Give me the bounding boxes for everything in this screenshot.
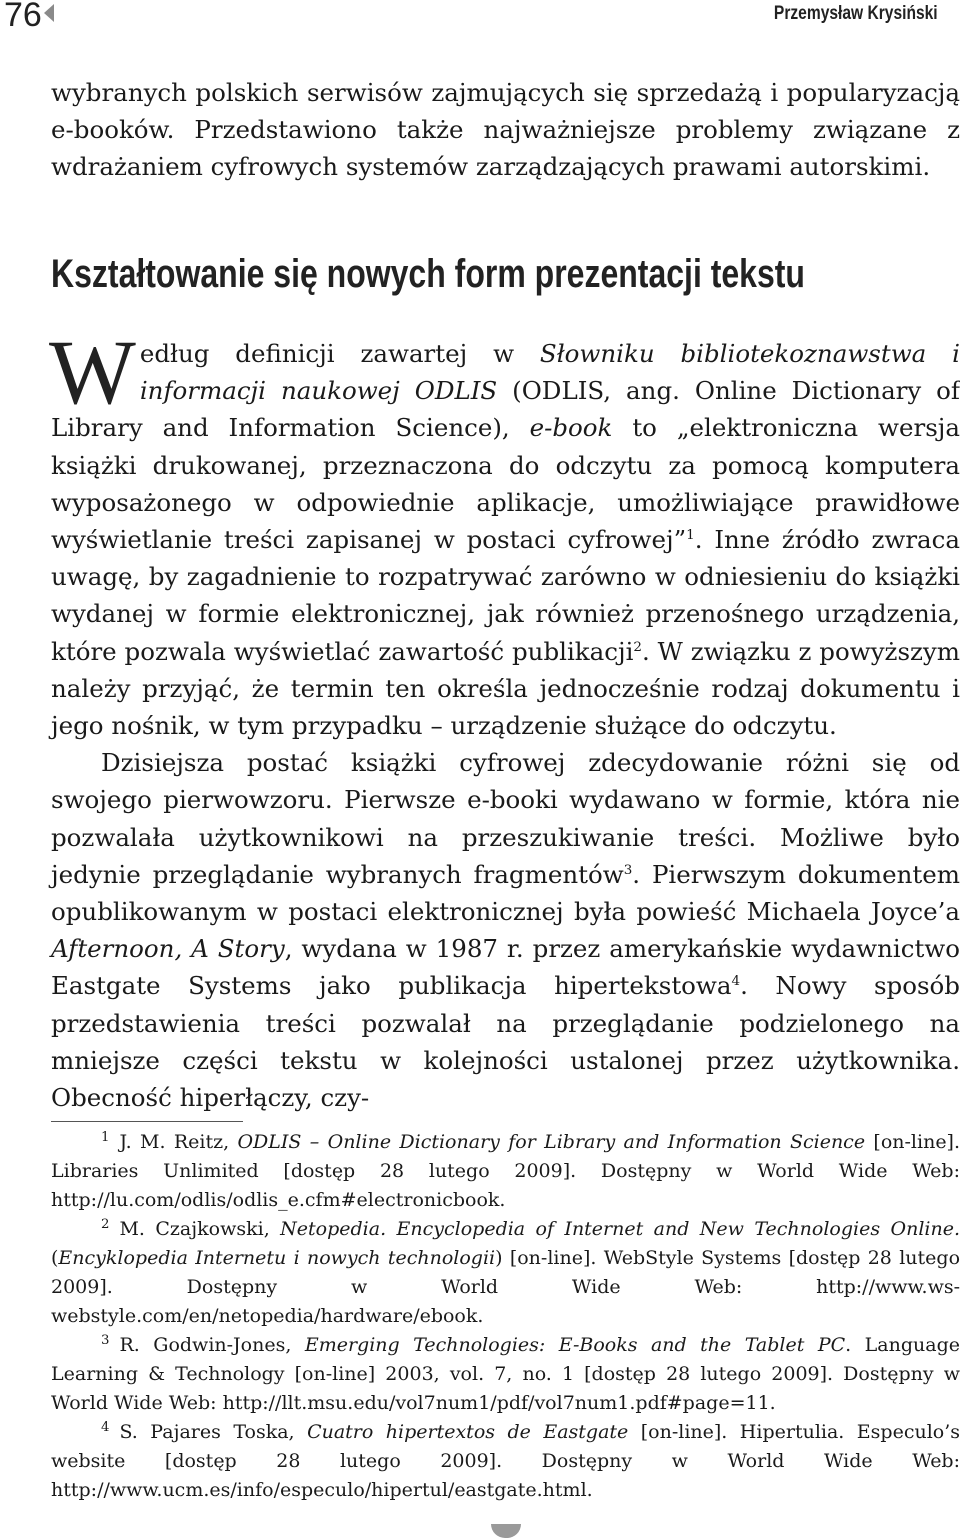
text-span: . Pierwszym dokumentem opublikowanym w postaci elektronicznej była powieść Michaela Joyce’a bbox=[51, 859, 960, 927]
italic-title: Encyklopedia Internetu i nowych technologii bbox=[58, 1247, 496, 1269]
footnote-ref-3[interactable]: 3 bbox=[623, 861, 633, 878]
text-span: edług definicji zawartej w bbox=[139, 339, 540, 368]
italic-title: ODLIS – Online Dictionary for Library and Information Science bbox=[237, 1131, 866, 1153]
text-span: (ODLIS, ang. Online Dictionary of Library and Information Science), bbox=[51, 376, 960, 443]
paragraph-history bbox=[51, 744, 960, 1116]
footnote-number: 3 bbox=[101, 1332, 110, 1348]
footnote-1 bbox=[51, 1128, 960, 1215]
page-bottom-marker-icon bbox=[491, 1524, 521, 1538]
drop-cap: W bbox=[49, 321, 136, 423]
footnote-ref-4[interactable]: 4 bbox=[731, 973, 741, 990]
text-span: . Nowy sposób przedstawienia treści pozwalał na przeglądanie podzielonego na mniejsze części tekstu w kolejności ustalonej przez użytkownika. Obecność hiperłączy, czy- bbox=[51, 971, 960, 1113]
text-span: J. M. Reitz, bbox=[119, 1131, 238, 1153]
footnote-3 bbox=[51, 1331, 960, 1418]
text-span: M. Czajkowski, bbox=[119, 1218, 281, 1240]
text-span: R. Godwin-Jones, bbox=[119, 1334, 305, 1356]
footnote-4 bbox=[51, 1418, 960, 1505]
page-number: 76 bbox=[4, 0, 42, 34]
footnote-ref-2[interactable]: 2 bbox=[633, 638, 642, 655]
paragraph-definition bbox=[49, 321, 960, 744]
footnotes bbox=[51, 1128, 960, 1505]
text-span: . Language Learning & Technology [on-line] 2003, vol. 7, no. 1 [dostęp 28 lutego 2009]. Dostępny w World Wide Web: http://llt.msu.edu/vol7num1/pdf/vol7num1.pdf#page=11. bbox=[51, 1334, 960, 1414]
text-span: . Inne źródło zwraca uwagę, by zagadnienie to rozpatrywać zarówno w odniesieniu do książki wydanej w formie elektronicznej, jak również przenośnego urządzenia, które pozwala wyświetlać zawartość publikacji bbox=[51, 525, 960, 666]
main-text bbox=[49, 321, 960, 1116]
text-span: S. Pajares Toska, bbox=[119, 1421, 308, 1443]
italic-title: Słowniku bibliotekoznawstwa i informacji naukowej ODLIS bbox=[139, 339, 960, 406]
running-head-author: Przemysław Krysiński bbox=[774, 3, 938, 24]
text-span: ) [on-line]. WebStyle Systems [dostęp 28 lutego 2009]. Dostępny w World Wide Web: http://www.ws-webstyle.com/en/netopedia/hardware/ebook. bbox=[51, 1247, 960, 1327]
footnote-number: 1 bbox=[101, 1129, 110, 1145]
text-span: Dzisiejsza postać książki cyfrowej zdecydowanie różni się od swojego pierwowzoru. Pierwsze e-booki wydawano w formie, która nie pozwalała użytkownikowi na przeszukiwanie treści. Możliwe było jedynie przeglądanie wybranych fragmentów bbox=[51, 748, 960, 889]
footnote-ref-1[interactable]: 1 bbox=[686, 526, 695, 543]
italic-title: Netopedia. Encyclopedia of Internet and New Technologies Online. bbox=[280, 1218, 960, 1240]
page-marker-triangle-icon bbox=[44, 4, 54, 22]
text-span: ( bbox=[51, 1247, 59, 1269]
footnote-divider bbox=[51, 1121, 243, 1122]
text-span: . W związku z powyższym należy przyjąć, że termin ten określa jednocześnie rodzaj dokumentu i jego nośnik, w tym przypadku – urządzenie służące do odczytu. bbox=[51, 636, 960, 741]
italic-term: e-book bbox=[529, 413, 613, 443]
text-span: [on-line]. Hipertulia. Especulo’s website [dostęp 28 lutego 2009]. Dostępny w World Wide Web: http://www.ucm.es/info/especulo/hipertul/eastgate.html. bbox=[51, 1421, 960, 1501]
footnote-number: 2 bbox=[101, 1216, 110, 1232]
italic-title: Afternoon, A Story bbox=[51, 934, 285, 964]
text-span: [on-line]. Libraries Unlimited [dostęp 28 lutego 2009]. Dostępny w World Wide Web: http://lu.com/odlis/odlis_e.cfm#electronicbook. bbox=[51, 1131, 960, 1211]
section-heading: Kształtowanie się nowych form prezentacji tekstu bbox=[51, 252, 805, 296]
italic-title: Cuatro hipertextos de Eastgate bbox=[307, 1421, 629, 1443]
intro-paragraph bbox=[51, 74, 960, 186]
text-span: , wydana w 1987 r. przez amerykańskie wydawnictwo Eastgate Systems jako publikacja hipertekstowa bbox=[51, 934, 960, 1001]
footnote-2 bbox=[51, 1215, 960, 1331]
text-span: to „elektroniczna wersja książki drukowanej, przeznaczona do odczytu za pomocą komputera wyposażonego w odpowiednie aplikacje, umożliwiające prawidłowe wyświetlanie treści zapisanej w postaci cyfrowej” bbox=[51, 413, 960, 555]
intro-text: wybranych polskich serwisów zajmujących się sprzedażą i popularyzacją e-booków. Przedstawiono także najważniejsze problemy związane z wdrażaniem cyfrowych systemów zarządzających prawami autorskimi. bbox=[51, 78, 960, 182]
italic-title: Emerging Technologies: E-Books and the Tablet PC bbox=[304, 1334, 846, 1356]
footnote-number: 4 bbox=[101, 1419, 110, 1435]
